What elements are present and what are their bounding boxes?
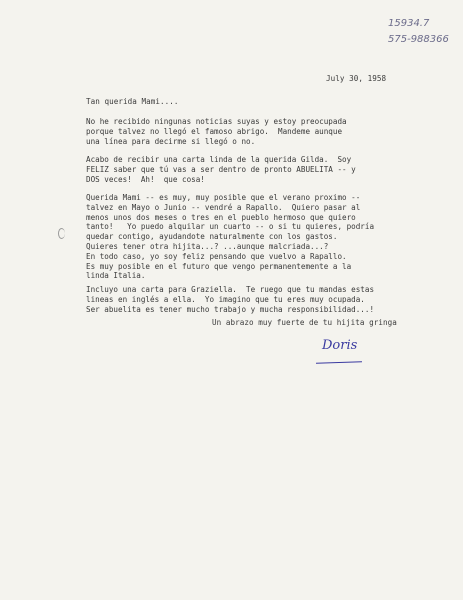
paragraph-line: Querida Mami -- es muy, muy posible que el verano proximo -- [86,193,361,202]
punch-hole-mark [58,228,65,239]
paragraph-1 [86,117,446,146]
paragraph-line: una línea para decirme si llegó o no. [86,136,256,146]
paragraph-line: En todo caso, yo soy feliz pensando que vuelvo a Rapallo. [86,251,347,261]
paragraph-3 [86,193,446,281]
paragraph-line: quedar contigo, ayudandote naturalmente con los gastos. [86,232,338,242]
paragraph-line: DOS veces! Ah! que cosa! [86,174,205,184]
archive-number-top: 15934.7 [388,18,430,29]
paragraph-line: Incluyo una carta para Graziella. Te ruego que tu mandas estas [86,285,375,294]
paragraph-line: porque talvez no llegó el famoso abrigo. Mandeme aunque [86,126,343,136]
letter-date: July 30, 1958 [326,74,387,83]
paragraph-line: linda Italia. [86,271,146,281]
paragraph-line: menos unos dos meses o tres en el pueblo hermoso que quiero [86,212,356,222]
paragraph-line: talvez en Mayo o Junio -- vendré a Rapallo. Quiero pasar al [86,202,361,212]
paragraph-line: lineas en inglés a ella. Yo imagino que tu eres muy ocupada. [86,294,365,304]
signature-underline [316,361,362,364]
paragraph-line: Acabo de recibir una carta linda de la querida Gilda. Soy [86,155,352,164]
paragraph-line: Es muy posible en el futuro que vengo permanentemente a la [86,261,352,271]
paragraph-line: Quieres tener otra hijita...? ...aunque malcriada...? [86,241,329,251]
paragraph-line: Ser abuelita es tener mucho trabajo y mucha responsibilidad...! [86,304,375,314]
paragraph-line: tanto! Yo puedo alquilar un cuarto -- o si tu quieres, podría [86,222,375,232]
archive-number-code: 575-988366 [388,34,449,45]
paragraph-line: No he recibido ningunas noticias suyas y estoy preocupada [86,117,347,126]
letter-closing: Un abrazo muy fuerte de tu hijita gringa [212,318,397,327]
signature: Doris [322,338,358,353]
paragraph-line: FELIZ saber que tú vas a ser dentro de pronto ABUELITA -- y [86,164,356,174]
letter-salutation: Tan querida Mami.... [86,97,179,106]
paragraph-4 [86,285,446,314]
paragraph-2 [86,155,446,184]
